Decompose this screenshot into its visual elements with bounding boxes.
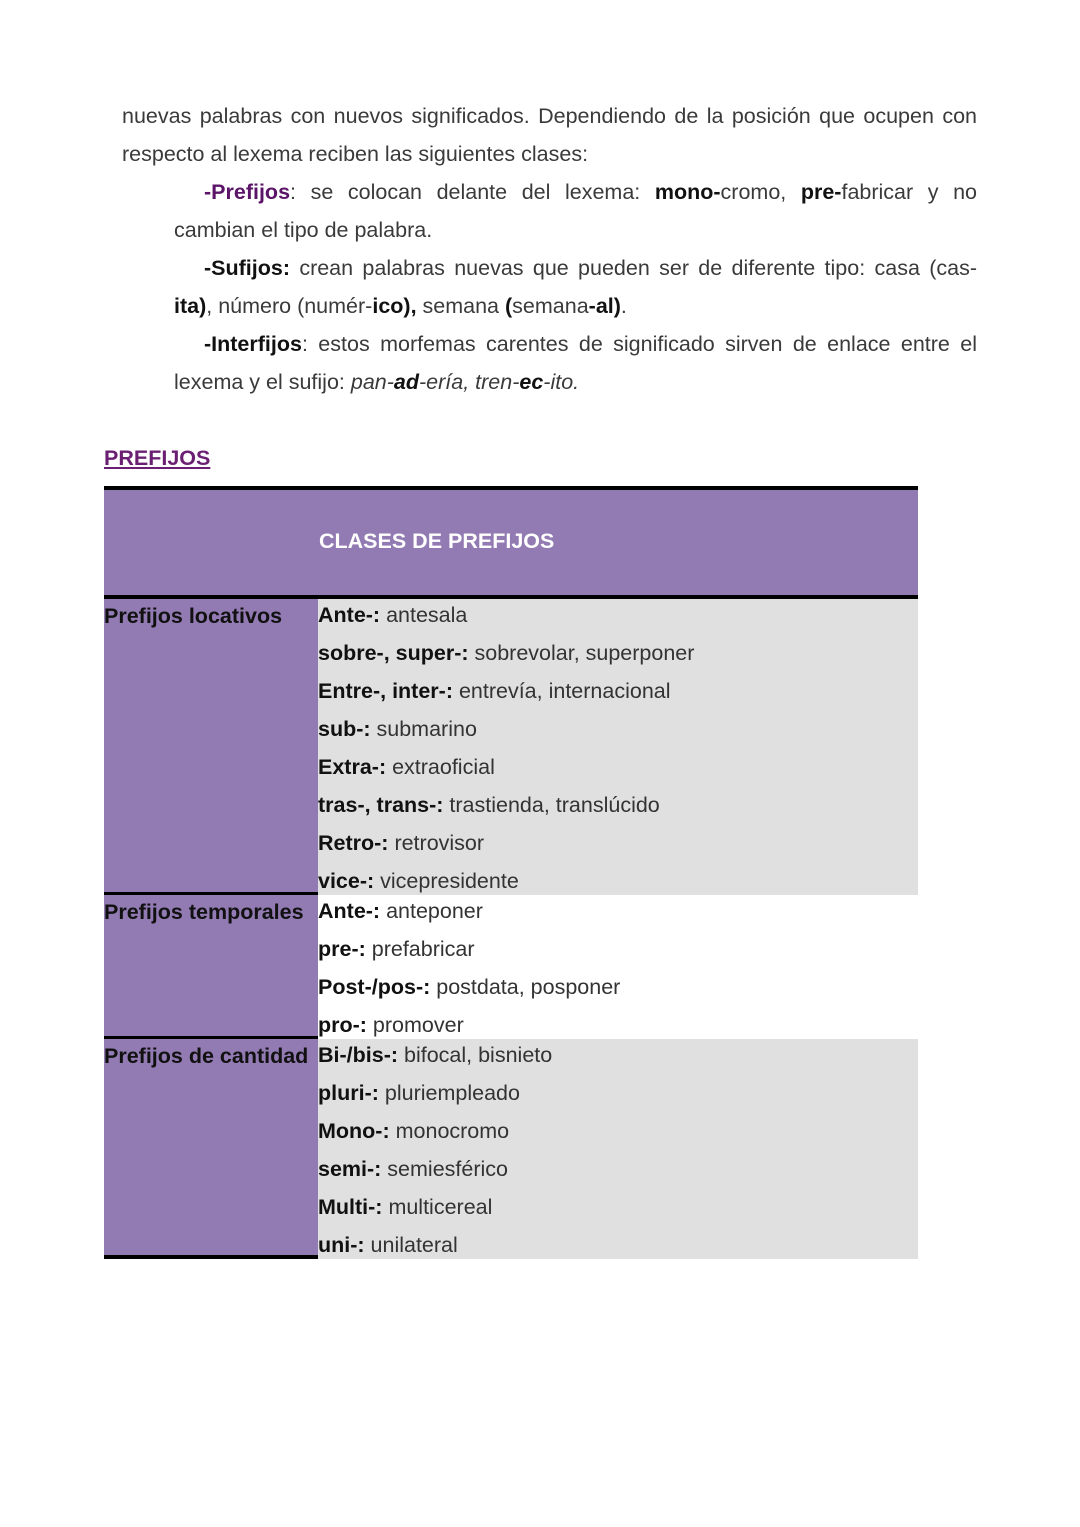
sufijos-text-3: semana — [416, 294, 505, 318]
prefijos-example-2: fabricar y no cambian el tipo de palabra. — [174, 180, 977, 242]
prefix-term: tras-, trans-: — [318, 793, 444, 817]
sufijos-text: crean palabras nuevas que pueden ser de diferente tipo: casa (cas- — [290, 256, 977, 280]
prefix-examples: anteponer — [380, 899, 483, 923]
prefix-examples: pluriempleado — [378, 1081, 520, 1105]
table-row — [318, 1009, 918, 1039]
prefix-examples: postdata, posponer — [430, 975, 621, 999]
group-label: Prefijos locativos — [104, 599, 318, 895]
prefix-examples: antesala — [380, 603, 468, 627]
interfijos-example-1c: -ería, tren- — [419, 370, 520, 394]
prefix-term: Retro-: — [318, 831, 389, 855]
interfijos-term: -Interfijos — [204, 332, 302, 356]
table-row — [318, 895, 918, 933]
prefix-examples: semiesférico — [381, 1157, 508, 1181]
prefix-examples: bifocal, bisnieto — [398, 1043, 553, 1067]
sufijos-text-2: , número (numér- — [206, 294, 373, 318]
table-row — [318, 865, 918, 895]
prefix-examples: vicepresidente — [374, 869, 519, 893]
prefijos-example-2-bold: pre- — [800, 180, 842, 204]
prefijos-example-1-bold: mono- — [654, 180, 721, 204]
prefix-examples: extraoficial — [386, 755, 495, 779]
table-group — [104, 1039, 918, 1259]
interfijos-example-2c: -ito. — [543, 370, 580, 394]
section-heading-prefijos: PREFIJOS — [104, 446, 211, 470]
table-row — [318, 751, 918, 789]
table-row — [318, 971, 918, 1009]
group-items — [318, 1039, 918, 1259]
prefix-term: Multi-: — [318, 1195, 383, 1219]
prefix-term: Ante-: — [318, 899, 381, 923]
table-group — [104, 895, 918, 1039]
table-row — [318, 1153, 918, 1191]
table-row — [318, 827, 918, 865]
prefix-examples: multicereal — [382, 1195, 493, 1219]
sufijos-definition — [122, 249, 977, 325]
sufijos-text-5: . — [620, 294, 627, 318]
prefix-term: sobre-, super-: — [318, 641, 469, 665]
sufijos-bold-1: ita) — [174, 294, 207, 318]
table-row — [318, 1191, 918, 1229]
prefix-term: pre-: — [318, 937, 366, 961]
prefix-examples: promover — [366, 1013, 464, 1037]
sufijos-term: -Sufijos: — [204, 256, 290, 280]
prefix-term: Bi-/bis-: — [318, 1043, 399, 1067]
prefix-term: Post-/pos-: — [318, 975, 431, 999]
prefix-examples: trastienda, translúcido — [443, 793, 660, 817]
group-label: Prefijos de cantidad — [104, 1039, 318, 1259]
table-header-title: CLASES DE PREFIJOS — [319, 529, 555, 553]
prefix-examples: sobrevolar, superponer — [468, 641, 695, 665]
group-items — [318, 599, 918, 895]
table-row — [318, 713, 918, 751]
prefix-examples: unilateral — [364, 1233, 458, 1257]
prefix-examples: entrevía, internacional — [452, 679, 671, 703]
prefix-examples: retrovisor — [388, 831, 485, 855]
prefijos-term: -Prefijos — [204, 180, 291, 204]
table-row — [318, 1115, 918, 1153]
table-row — [318, 675, 918, 713]
prefix-term: Mono-: — [318, 1119, 390, 1143]
interfijos-example-1a: pan- — [350, 370, 394, 394]
interfijos-example-1b: ad — [393, 370, 419, 394]
table-row — [318, 1039, 918, 1077]
sufijos-bold-3: ( — [504, 294, 513, 318]
prefix-term: Entre-, inter-: — [318, 679, 453, 703]
prefix-term: uni-: — [318, 1233, 365, 1257]
sufijos-bold-2: ico), — [372, 294, 417, 318]
group-items — [318, 895, 918, 1039]
intro-text — [122, 97, 977, 401]
prefix-term: vice-: — [318, 869, 375, 893]
interfijos-definition — [122, 325, 977, 401]
prefix-term: semi-: — [318, 1157, 382, 1181]
interfijos-example-2b: ec — [519, 370, 544, 394]
table-header — [104, 486, 918, 599]
prefix-examples: monocromo — [389, 1119, 510, 1143]
table-row — [318, 637, 918, 675]
group-label: Prefijos temporales — [104, 895, 318, 1039]
prefix-term: Ante-: — [318, 603, 381, 627]
prefix-examples: prefabricar — [365, 937, 475, 961]
prefix-term: pro-: — [318, 1013, 367, 1037]
table-body — [104, 599, 918, 1259]
prefix-examples: submarino — [370, 717, 477, 741]
prefix-term: Extra-: — [318, 755, 387, 779]
table-row — [318, 933, 918, 971]
prefix-term: sub-: — [318, 717, 371, 741]
table-row — [318, 599, 918, 637]
table-group — [104, 599, 918, 895]
prefijos-definition — [122, 173, 977, 249]
prefix-term: pluri-: — [318, 1081, 379, 1105]
table-row — [318, 1077, 918, 1115]
prefix-classes-table — [104, 486, 918, 1259]
sufijos-text-4: semana — [512, 294, 589, 318]
prefijos-example-1: cromo, — [720, 180, 801, 204]
interfijos-text: : estos morfemas carentes de significado sirven de enlace entre el lexema y el sufijo: — [174, 332, 977, 394]
sufijos-bold-4: -al) — [588, 294, 621, 318]
table-row — [318, 789, 918, 827]
intro-paragraph: nuevas palabras con nuevos significados. Dependiendo de la posición que ocupen con respecto al lexema reciben las siguientes clases: — [122, 104, 977, 166]
table-row — [318, 1229, 918, 1259]
prefijos-text: : se colocan delante del lexema: — [290, 180, 655, 204]
